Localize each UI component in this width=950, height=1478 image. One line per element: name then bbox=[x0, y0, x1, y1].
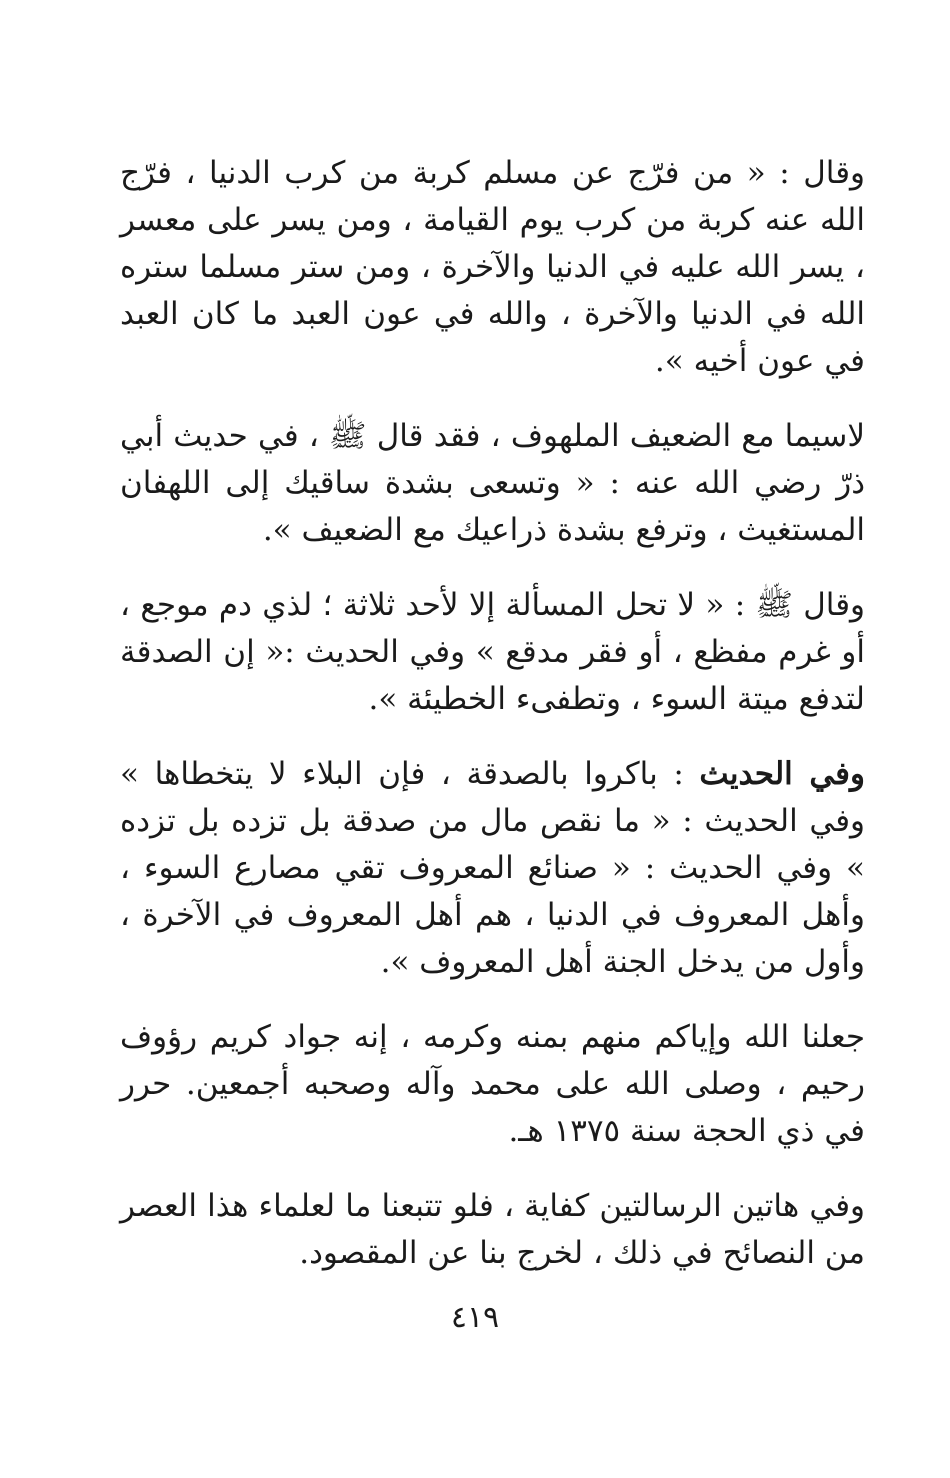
paragraph-2 bbox=[120, 413, 865, 554]
paragraph-5 bbox=[120, 1014, 865, 1155]
paragraph-2-text: لاسيما مع الضعيف الملهوف ، فقد قال ﷺ ، في حديث أبي ذرّ رضي الله عنه : « وتسعى بشدة ساقيك إلى اللهفان المستغيث ، وترفع بشدة ذراعيك مع الضعيف ». bbox=[120, 418, 865, 548]
page-body bbox=[120, 150, 865, 1305]
paragraph-1-text: وقال : « من فرّج عن مسلم كربة من كرب الدنيا ، فرّج الله عنه كربة من كرب يوم القيامة ، ومن يسر على معسر ، يسر الله عليه في الدنيا والآخرة ، ومن ستر مسلما ستره الله في الدنيا والآخرة ، والله في عون العبد ما كان العبد في عون أخيه ». bbox=[120, 155, 865, 379]
page-number: ٤١٩ bbox=[450, 1300, 500, 1335]
paragraph-6-text: وفي هاتين الرسالتين كفاية ، فلو تتبعنا ما لعلماء هذا العصر من النصائح في ذلك ، لخرج بنا عن المقصود. bbox=[120, 1188, 865, 1271]
paragraph-4 bbox=[120, 751, 865, 986]
paragraph-3-text: وقال ﷺ : « لا تحل المسألة إلا لأحد ثلاثة ؛ لذي دم موجع ، أو غرم مفظع ، أو فقر مدقع » وفي الحديث :« إن الصدقة لتدفع ميتة السوء ، وتطفىء الخطيئة ». bbox=[120, 587, 865, 717]
paragraph-4-bold-lead: وفي الحديث bbox=[699, 756, 865, 792]
paragraph-5-text: جعلنا الله وإياكم منهم بمنه وكرمه ، إنه جواد كريم رؤوف رحيم ، وصلى الله على محمد وآله وصحبه أجمعين. حرر في ذي الحجة سنة ١٣٧٥ هـ. bbox=[120, 1019, 865, 1149]
paragraph-1 bbox=[120, 150, 865, 385]
paragraph-4-text: : باكروا بالصدقة ، فإن البلاء لا يتخطاها » وفي الحديث : « ما نقص مال من صدقة بل تزده بل تزده » وفي الحديث : « صنائع المعروف تقي مصارع السوء ، وأهل المعروف في الدنيا ، هم أهل المعروف في الآخرة ، وأول من يدخل الجنة أهل المعروف ». bbox=[120, 756, 865, 980]
paragraph-3 bbox=[120, 582, 865, 723]
paragraph-6 bbox=[120, 1183, 865, 1277]
